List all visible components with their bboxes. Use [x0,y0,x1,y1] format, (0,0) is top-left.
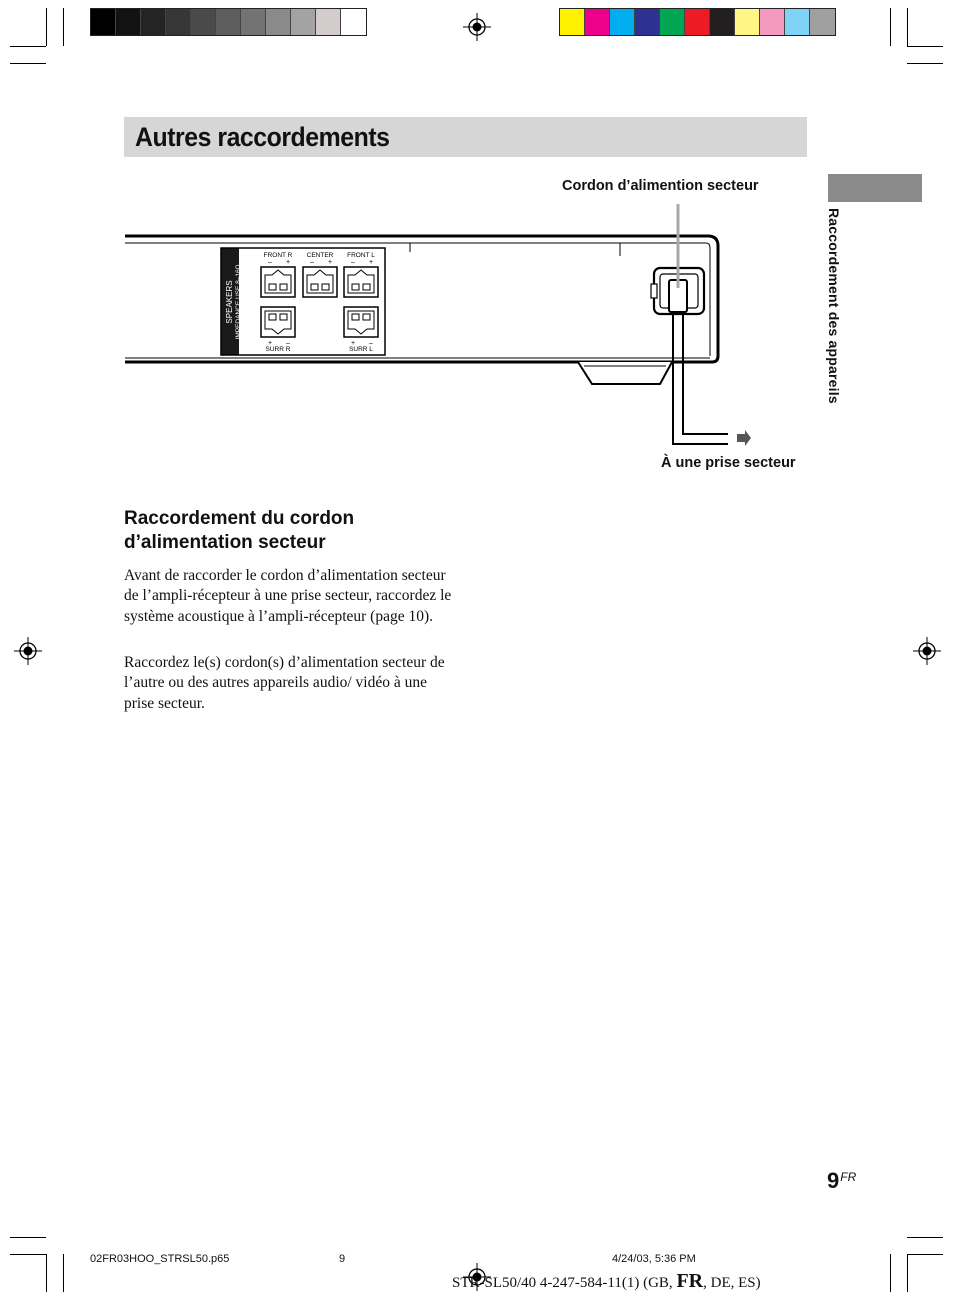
page-number: $9^{FR}$ [827,1168,857,1193]
color-swatch [610,9,635,35]
crop-mark [907,46,943,47]
color-swatch [810,9,835,35]
color-swatch [191,9,216,35]
speaker-terminal-center [303,267,337,297]
color-swatch [116,9,141,35]
svg-text:+: + [268,340,273,347]
color-swatch [635,9,660,35]
color-swatch [560,9,585,35]
crop-mark [46,8,47,46]
section-heading: Raccordement du cordon d’alimentation secteur [124,508,355,553]
process-color-bar [559,8,836,36]
color-swatch [91,9,116,35]
color-swatch [241,9,266,35]
color-swatch [166,9,191,35]
body-paragraph-1: Avant de raccorder le cordon d’alimentation secteur de l’ampli-récepteur à une prise secteur, raccordez le système acoustique à l’ampli-récepteur (page 10). [124,567,452,625]
svg-text:–: – [268,259,272,266]
color-swatch [735,9,760,35]
speaker-terminal-front-r [261,267,295,297]
color-swatch [266,9,291,35]
color-swatch [710,9,735,35]
color-swatch [341,9,366,35]
footer-page: 9 [339,1253,346,1265]
registration-mark-top [462,12,492,42]
terminal-label-surr-l: SURR L [349,346,373,353]
color-swatch [660,9,685,35]
crop-mark [890,8,891,46]
svg-text:+: + [328,259,333,266]
crop-mark [907,8,908,46]
crop-mark [907,63,943,64]
color-swatch [216,9,241,35]
speaker-terminal-surr-r [261,307,295,337]
crop-mark [907,1254,908,1292]
terminal-label-center: CENTER [306,252,334,259]
crop-mark [890,1254,891,1292]
speaker-panel [221,248,385,355]
color-swatch [760,9,785,35]
terminal-label-surr-r: SURR R [265,346,291,353]
color-swatch [585,9,610,35]
footer-file-name: 02FR03HOO_STRSL50.p65 [90,1253,230,1265]
crop-mark [63,8,64,46]
crop-mark [907,1237,943,1238]
grayscale-color-bar [90,8,367,36]
impedance-label: IMPEDANCE USE 8–16Ω [235,264,242,340]
crop-mark [63,1254,64,1292]
color-swatch [685,9,710,35]
speaker-terminal-front-l [344,267,378,297]
crop-mark [46,1254,47,1292]
speakers-label: SPEAKERS [225,280,234,324]
cabinet-outline [125,236,718,362]
svg-text:–: – [351,259,355,266]
rear-panel-diagram [120,196,760,456]
crop-mark [10,1237,46,1238]
section-tab [828,174,922,202]
svg-text:+: + [369,259,374,266]
color-swatch [785,9,810,35]
svg-text:–: – [369,340,373,347]
terminal-label-front-r: FRONT R [263,252,293,259]
svg-text:+: + [286,259,291,266]
color-swatch [316,9,341,35]
wall-outlet-label: À une prise secteur [661,455,796,471]
color-swatch [141,9,166,35]
crop-mark [10,63,46,64]
terminal-label-front-l: FRONT L [347,252,375,259]
page-title: Autres raccordements [135,122,390,152]
arrow-icon [737,430,751,446]
footer-datetime: 4/24/03, 5:36 PM [612,1253,696,1265]
speaker-terminal-surr-l [344,307,378,337]
registration-mark-right [912,636,942,666]
footer-model-line: STR-SL50/40 4-247-584-11(1) (GB, FR, DE, ES) [452,1270,761,1292]
cabinet-foot [578,362,672,384]
svg-text:–: – [286,340,290,347]
crop-mark [10,46,46,47]
crop-mark [10,1254,46,1255]
svg-text:+: + [351,340,356,347]
svg-text:–: – [310,259,314,266]
body-paragraph-2: Raccordez le(s) cordon(s) d’alimentation secteur de l’autre ou des autres appareils audio/ vidéo à une prise secteur. [124,654,445,712]
power-cord-label: Cordon d’alimention secteur [562,178,759,194]
color-swatch [291,9,316,35]
page-number-suffix: FR [840,1170,857,1184]
section-side-label: Raccordement des appareils [826,208,842,404]
registration-mark-left [13,636,43,666]
crop-mark [907,1254,943,1255]
